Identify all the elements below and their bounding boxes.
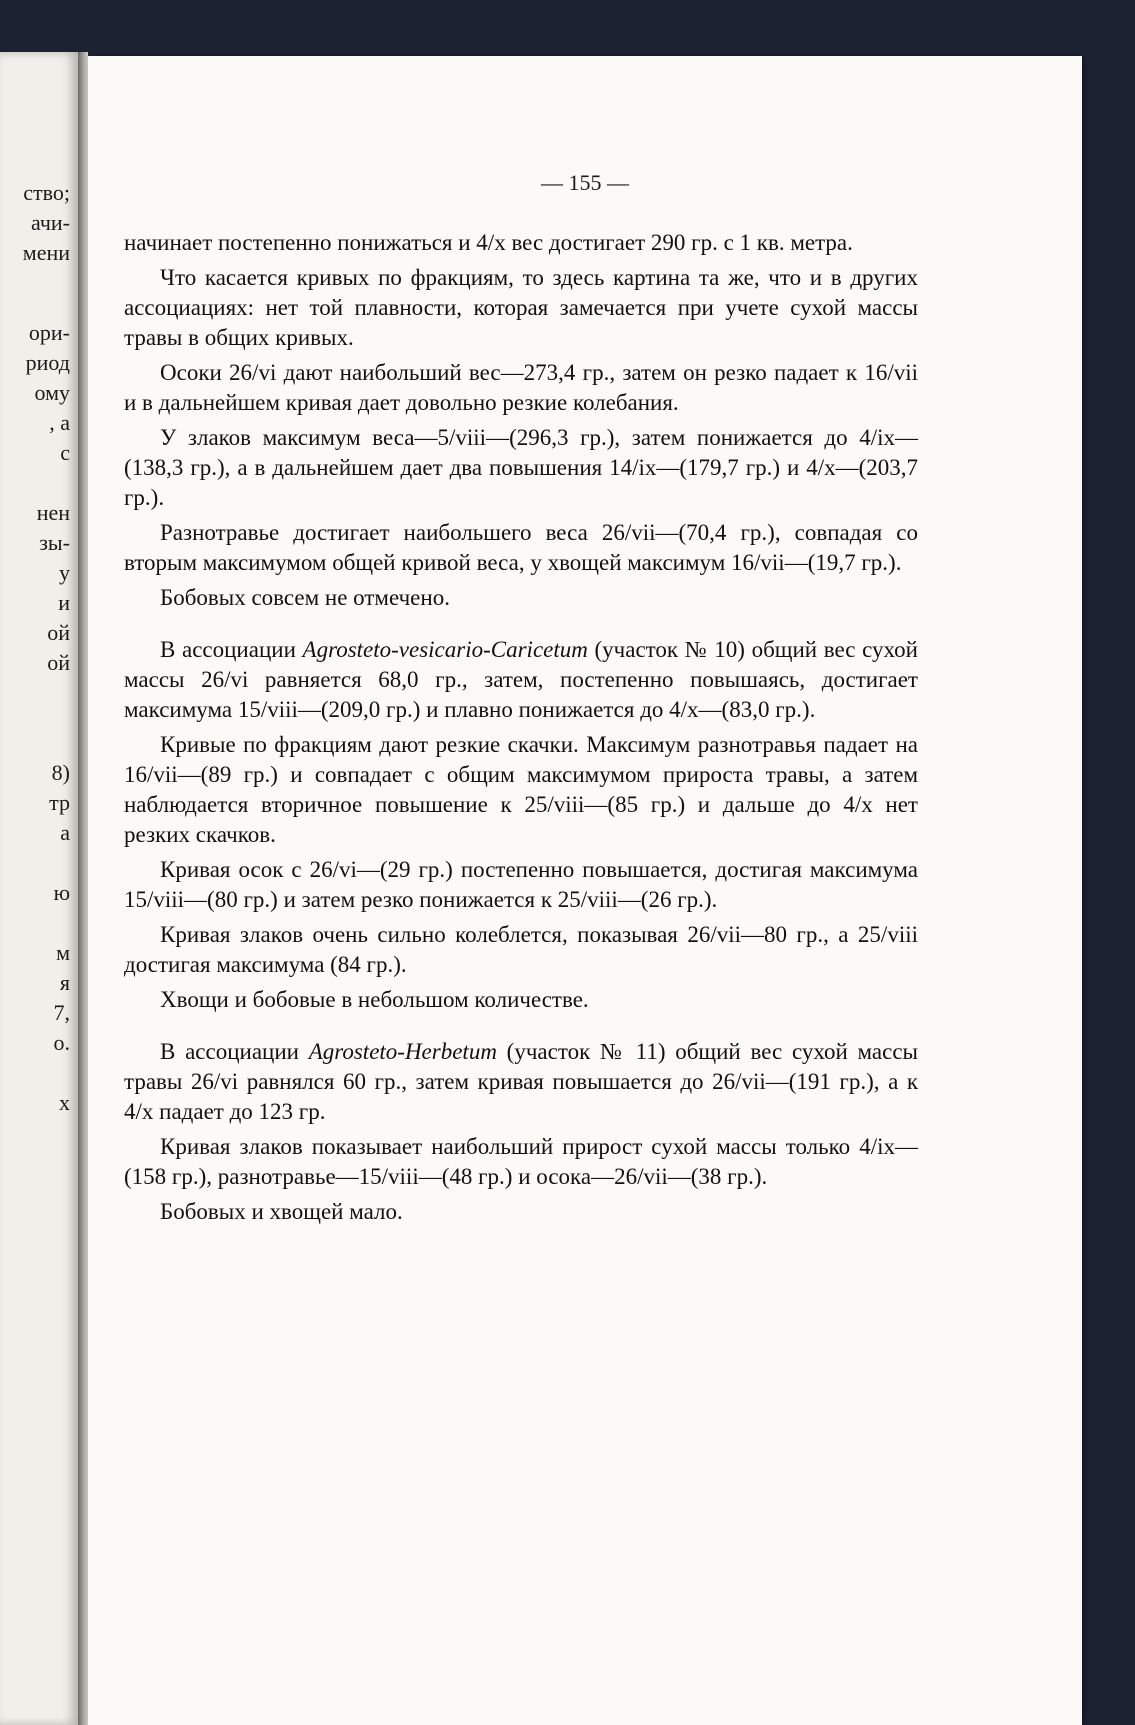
left-page-fragment: ори-: [28, 320, 70, 345]
left-page-fragment: ой: [47, 620, 70, 645]
paragraph-12-after: (участок № 11) общий вес сухой массы травы 26/vi равнялся 60 гр., затем кривая повышается до 26/vii—(191 гр.), а к 4/x падает до 123 гр.: [124, 1039, 918, 1124]
left-page-fragment: 8): [51, 760, 70, 785]
left-page-fragment: с: [60, 440, 70, 465]
latin-association-name: Agrosteto-Herbetum: [308, 1039, 497, 1064]
left-page-fragment: нен: [36, 500, 70, 525]
left-page-fragment: м: [56, 940, 70, 965]
left-page-fragment: и: [58, 590, 70, 615]
left-page-fragment: риод: [25, 350, 70, 375]
left-page-fragment: ому: [34, 380, 70, 405]
paragraph-4: У злаков максимум веса—5/viii—(296,3 гр.), затем понижается до 4/ix—(138,3 гр.), а в дальнейшем дает два повышения 14/ix—(179,7 гр.) и 4/x—(203,7 гр.).: [124, 425, 918, 510]
left-page-fragment: ство;: [23, 180, 70, 205]
left-page-fragment: ю: [53, 880, 70, 905]
paragraph-2: Что касается кривых по фракциям, то здесь картина та же, что и в других ассоциациях: нет той плавности, которая замечается при учете сухой массы травы в общих кривых.: [124, 265, 918, 350]
paragraph-6: Бобовых совсем не отмечено.: [160, 585, 450, 610]
paragraph-12: [124, 1037, 918, 1127]
book-gutter: [78, 52, 88, 1725]
paragraph-9: Кривая осок с 26/vi—(29 гр.) постепенно повышается, достигая максимума 15/viii—(80 гр.) и затем резко понижается к 25/viii—(26 гр.).: [124, 857, 918, 912]
paragraph-7: [124, 635, 918, 725]
paragraph-1: начинает постепенно понижаться и 4/x вес достигает 290 гр. с 1 кв. метра.: [124, 230, 853, 255]
left-page-fragment: , а: [49, 410, 70, 435]
left-page-fragment: зы-: [39, 530, 70, 555]
paragraph-5: Разнотравье достигает наибольшего веса 26/vii—(70,4 гр.), совпадая со вторым максимумом общей кривой веса, у хвощей максимум 16/vii—(19,7 гр.).: [124, 520, 918, 575]
left-page-fragment: х: [59, 1090, 70, 1115]
left-page-fragment: я: [59, 970, 70, 995]
paragraph-11: Хвощи и бобовые в небольшом количестве.: [160, 987, 589, 1012]
paragraph-3: Осоки 26/vi дают наибольший вес—273,4 гр., затем он резко падает к 16/vii и в дальнейшем кривая дает довольно резкие колебания.: [124, 360, 918, 415]
paragraph-7-before: В ассоциации: [160, 637, 303, 662]
left-page-fragment: у: [59, 560, 70, 585]
latin-association-name: Agrosteto-vesicario-Caricetum: [302, 637, 588, 662]
paragraph-14: Бобовых и хвощей мало.: [160, 1199, 403, 1224]
paragraph-7-after: (участок № 10) общий вес сухой массы 26/vi равняется 68,0 гр., затем, постепенно повышаясь, достигает максимума 15/viii—(209,0 гр.) и плавно понижается до 4/x—(83,0 гр.).: [124, 637, 918, 722]
left-page-fragment: о.: [53, 1030, 70, 1055]
paragraph-12-before: В ассоциации: [160, 1039, 309, 1064]
left-page-fragment: а: [60, 820, 70, 845]
left-page-edge: [0, 52, 78, 1725]
left-page-fragment: 7,: [53, 1000, 70, 1025]
left-page-fragment: тр: [49, 790, 70, 815]
left-page-fragment: ой: [47, 650, 70, 675]
page-number: — 155 —: [541, 170, 629, 195]
left-page-fragment: ачи-: [30, 210, 70, 235]
paragraph-13: Кривая злаков показывает наибольший прирост сухой массы только 4/ix—(158 гр.), разнотравье—15/viii—(48 гр.) и осока—26/vii—(38 гр.).: [124, 1134, 918, 1189]
paragraph-10: Кривая злаков очень сильно колеблется, показывая 26/vii—80 гр., а 25/viii достигая максимума (84 гр.).: [124, 922, 918, 977]
left-page-fragment: мени: [22, 240, 70, 265]
book-page: [88, 56, 1082, 1725]
page-text: [124, 228, 918, 1232]
paragraph-8: Кривые по фракциям дают резкие скачки. Максимум разнотравья падает на 16/vii—(89 гр.) и совпадает с общим максимумом прироста травы, а затем наблюдается вторичное повышение к 25/viii—(85 гр.) и дальше до 4/x нет резких скачков.: [124, 732, 918, 847]
